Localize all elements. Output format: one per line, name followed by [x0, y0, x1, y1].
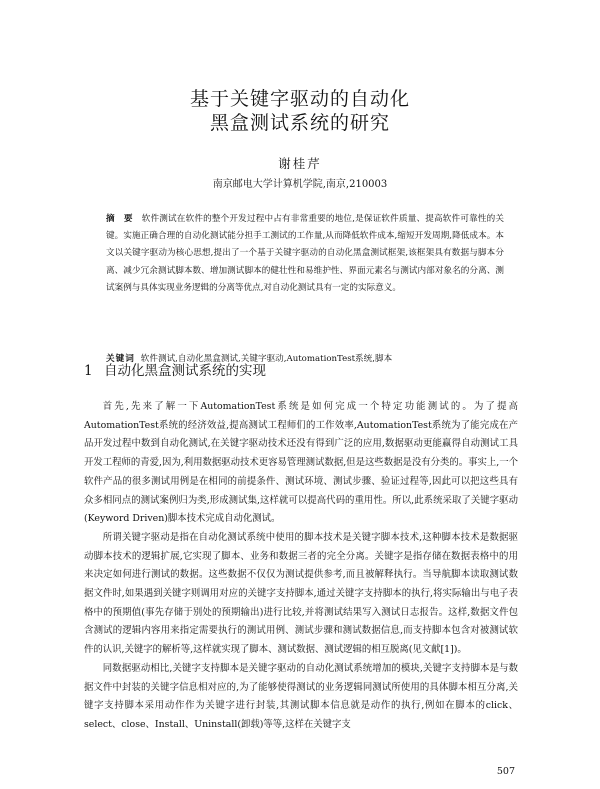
section-number: 1 [84, 363, 93, 379]
keywords-label: 关键词 [106, 354, 135, 364]
section-heading [84, 362, 514, 380]
author-name: 谢桂芹 [278, 156, 322, 171]
paper-title-line-1: 基于关键字驱动的自动化 [189, 88, 410, 110]
body-paragraph: 同数据驱动相比,关键字支持脚本是关键字驱动的自动化测试系统增加的模块,关键字支持脚本是与数据文件中封装的关键字信息相对应的,为了能够使得测试的业务逻辑同测试所使用的具体脚本相互分离,关键字支持脚本采用动作作为关键字进行封装,其测试脚本信息就是动作的执行,例如在脚本的click、select、close、Install、Uninstall(卸载)等等,这样在关键字支 [84, 662, 518, 730]
body-paragraph: 所谓关键字驱动是指在自动化测试系统中使用的脚本技术是关键字脚本技术,这种脚本技术是数据驱动脚本技术的逻辑扩展,它实现了脚本、业务和数据三者的完全分离。关键字是指存储在数据表格中的用来决定如何进行测试的数据。这些数据不仅仅为测试提供参考,而且被解释执行。当导航脚本读取测试数据文件时,如果遇到关键字则调用对应的关键字支持脚本,通过关键字支持脚本的执行,将实际输出与电子表格中的预期值(事先存储于别处的预期输出)进行比较,并将测试结果写入测试日志报告。这样,数据文件包含测试的逻辑内容用来指定需要执行的测试用例、测试步骤和测试数据信息,而支持脚本包含对被测试软件的认识,关键字的解析等,这样就实现了脚本、测试数据、测试逻辑的相互脱离(见文献[1])。 [84, 531, 518, 656]
keywords-text: 软件测试,自动化黑盒测试,关键字驱动,AutomationTest系统,脚本 [140, 354, 393, 364]
body-paragraph: 首先,先来了解一下AutomationTest系统是如何完成一个特定功能测试的。为了提高AutomationTest系统的经济效益,提高测试工程师们的工作效率,AutomationTest系统为了能完成在产品开发过程中数到自动化测试,在关键字驱动技术还没有得到广泛的应用,数据驱动更能赢得自动测试工具开发工程师的青爱,因为,利用数据驱动技术更容易管理测试数据,但是这些数据是没有分类的。事实上,一个软件产品的很多测试用例是在相同的前提条件、测试环境、测试步骤、验证过程等,因此可以把这些具有众多相同点的测试案例归为类,形成测试集,这样就可以提高代码的重用性。所以,此系统采取了关键字驱动(Keyword Driven)脚本技术完成自动化测试。 [84, 401, 518, 525]
body-text [84, 398, 518, 735]
paper-title-line-2: 黑盒测试系统的研究 [209, 112, 390, 134]
abstract-label: 摘 要 [106, 214, 136, 224]
page-number: 507 [496, 766, 515, 777]
abstract-block [106, 211, 504, 297]
author-affiliation: 南京邮电大学计算机学院,南京,210003 [212, 179, 388, 190]
abstract-text: 软件测试在软件的整个开发过程中占有非常重要的地位,是保证软件质量、提高软件可靠性的关键。实施正确合理的自动化测试能分担手工测试的工作量,从而降低软件成本,缩短开发周期,降低成本。本文以关键字驱动为核心思想,提出了一个基于关键字驱动的自动化黑盒测试框架,该框架具有数据与脚本分离、减少冗余测试脚本数、增加测试脚本的健壮性和易维护性、界面元素名与测试内部对象名的分离、测试案例与具体实现业务逻辑的分离等优点,对自动化测试具有一定的实际意义。 [106, 214, 505, 293]
section-title: 自动化黑盒测试系统的实现 [104, 363, 266, 379]
